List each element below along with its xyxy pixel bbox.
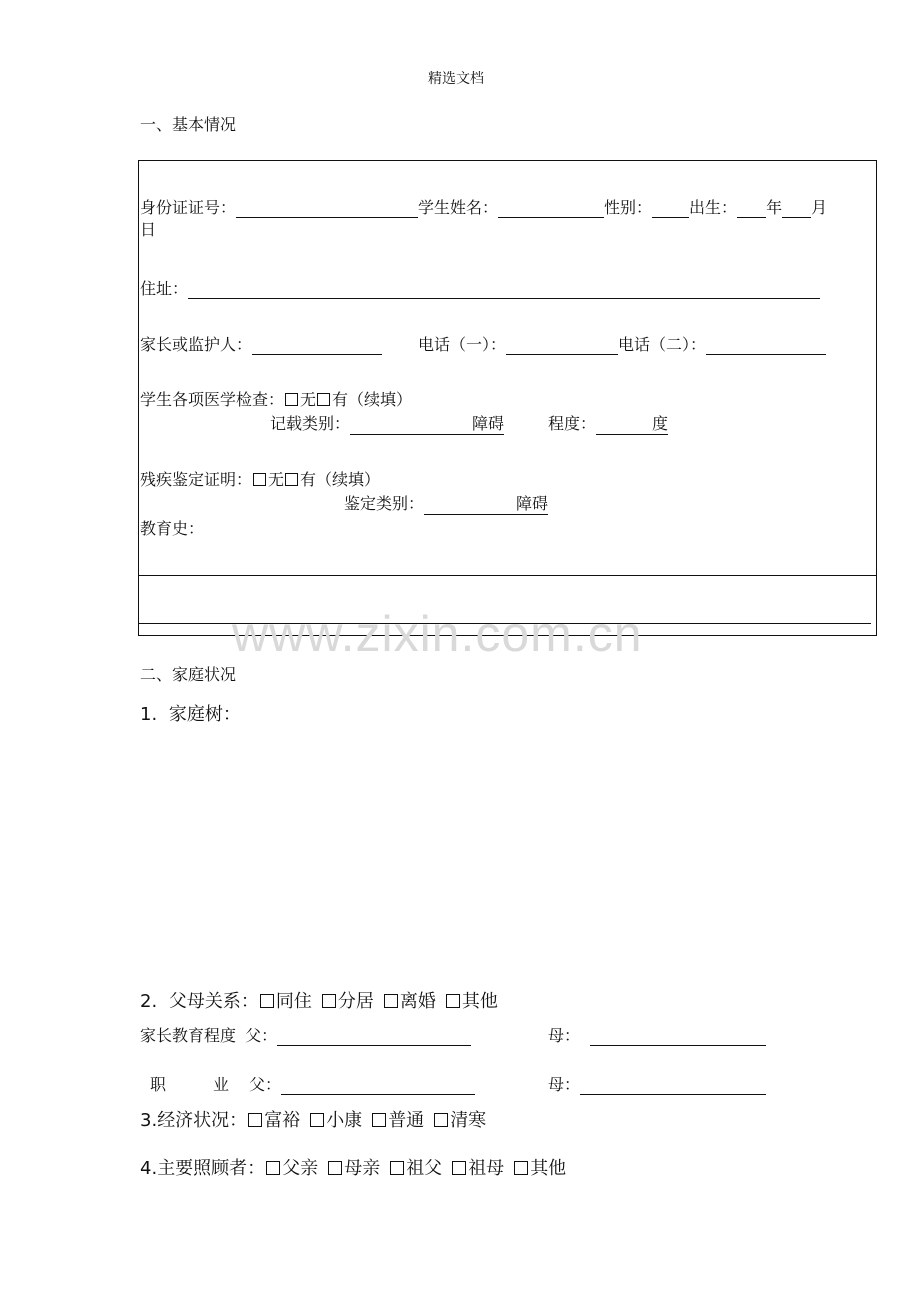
relation-option: 分居	[337, 991, 374, 1012]
edu-mother-row	[548, 1026, 766, 1046]
economy-option: 小康	[326, 1110, 363, 1131]
economy-option: 富裕	[264, 1110, 301, 1131]
family-tree-row	[140, 704, 241, 726]
assess-disorder-label: 障碍	[516, 494, 549, 513]
relation-option: 离婚	[399, 991, 436, 1012]
occupation-label-a: 职	[150, 1075, 167, 1094]
caregiver-option: 母亲	[344, 1158, 381, 1179]
family-tree-area[interactable]	[140, 735, 877, 975]
education-line-1[interactable]	[139, 575, 877, 576]
caregiver-grandfather-checkbox[interactable]	[390, 1161, 404, 1175]
page-header-title: 精选文档	[428, 71, 484, 87]
assess-type-field[interactable]	[424, 494, 548, 515]
relation-label: 父母关系：	[168, 991, 259, 1012]
economy-label: 经济状况：	[157, 1110, 248, 1131]
degree-row	[548, 414, 668, 435]
caregiver-option: 父亲	[282, 1158, 319, 1179]
medical-label: 学生各项医学检查：	[140, 390, 285, 409]
record-type-label: 记载类别：	[270, 414, 351, 433]
occupation-mother-field[interactable]	[580, 1077, 766, 1095]
parent-relation-row	[140, 991, 498, 1013]
relation-cohabit-checkbox[interactable]	[260, 994, 274, 1008]
degree-field[interactable]	[596, 414, 668, 435]
degree-unit: 度	[652, 414, 669, 433]
caregiver-option: 其他	[530, 1158, 567, 1179]
caregiver-num: 4.	[140, 1158, 158, 1179]
watermark-text: www.zixin.com.cn	[232, 606, 643, 662]
phone-row	[418, 335, 826, 355]
edu-father-label: 父：	[245, 1026, 278, 1045]
medical-none-label: 无	[300, 390, 317, 409]
economy-poor-checkbox[interactable]	[434, 1113, 448, 1127]
medical-none-checkbox[interactable]	[285, 393, 298, 406]
disability-none-label: 无	[268, 470, 285, 489]
edu-level-row	[140, 1026, 471, 1046]
record-type-field[interactable]	[350, 414, 504, 435]
address-label: 住址：	[140, 279, 189, 298]
education-label: 教育史：	[140, 519, 205, 538]
caregiver-father-checkbox[interactable]	[266, 1161, 280, 1175]
assess-type-label: 鉴定类别：	[344, 494, 425, 513]
section1-heading: 一、基本情况	[140, 115, 237, 134]
caregiver-label: 主要照顾者：	[157, 1158, 266, 1179]
name-label: 学生姓名：	[418, 198, 499, 217]
edu-father-field[interactable]	[277, 1028, 471, 1046]
id-row	[140, 198, 827, 218]
guardian-label: 家长或监护人：	[140, 335, 253, 354]
phone2-label: 电话（二）：	[618, 335, 707, 354]
edu-level-label: 家长教育程度	[140, 1026, 237, 1045]
id-field[interactable]	[236, 200, 418, 218]
economy-average-checkbox[interactable]	[372, 1113, 386, 1127]
disability-label: 残疾鉴定证明：	[140, 470, 253, 489]
relation-option: 其他	[461, 991, 498, 1012]
month-label: 月	[811, 198, 828, 217]
sex-field[interactable]	[652, 200, 689, 218]
address-field[interactable]	[188, 281, 820, 299]
id-label: 身份证证号：	[140, 198, 237, 217]
caregiver-row	[140, 1158, 566, 1180]
section2-heading: 二、家庭状况	[140, 665, 237, 684]
disability-has-label: 有（续填）	[300, 470, 381, 489]
disability-row	[140, 470, 380, 490]
caregiver-mother-checkbox[interactable]	[328, 1161, 342, 1175]
relation-num: 2.	[140, 991, 158, 1012]
medical-has-label: 有（续填）	[332, 390, 413, 409]
occupation-mother-label: 母：	[548, 1075, 581, 1094]
record-disorder-label: 障碍	[472, 414, 505, 433]
medical-row	[140, 390, 412, 410]
guardian-field[interactable]	[252, 337, 382, 355]
economy-num: 3.	[140, 1110, 158, 1131]
edu-mother-label: 母：	[548, 1026, 581, 1045]
occupation-row	[150, 1075, 475, 1095]
caregiver-option: 祖父	[406, 1158, 443, 1179]
phone1-label: 电话（一）：	[418, 335, 507, 354]
birth-label: 出生：	[689, 198, 738, 217]
caregiver-other-checkbox[interactable]	[514, 1161, 528, 1175]
address-row	[140, 279, 820, 299]
guardian-row	[140, 335, 382, 355]
family-tree-num: 1.	[140, 704, 158, 725]
edu-mother-field[interactable]	[590, 1028, 766, 1046]
relation-option: 同住	[275, 991, 312, 1012]
assess-row	[344, 494, 548, 515]
family-tree-label: 家庭树：	[168, 704, 241, 725]
birth-month-field[interactable]	[782, 200, 811, 218]
relation-other-checkbox[interactable]	[446, 994, 460, 1008]
birth-year-field[interactable]	[737, 200, 766, 218]
disability-has-checkbox[interactable]	[285, 473, 298, 486]
occupation-mother-row	[548, 1075, 766, 1095]
relation-separated-checkbox[interactable]	[322, 994, 336, 1008]
economy-row	[140, 1110, 486, 1132]
occupation-father-field[interactable]	[281, 1077, 475, 1095]
economy-rich-checkbox[interactable]	[248, 1113, 262, 1127]
degree-label: 程度：	[548, 414, 597, 433]
occupation-father-label: 父：	[249, 1075, 282, 1094]
economy-comfortable-checkbox[interactable]	[310, 1113, 324, 1127]
year-label: 年	[766, 198, 783, 217]
student-name-field[interactable]	[498, 200, 604, 218]
phone2-field[interactable]	[706, 337, 826, 355]
economy-option: 清寒	[450, 1110, 487, 1131]
caregiver-grandmother-checkbox[interactable]	[452, 1161, 466, 1175]
occupation-label-b: 业	[213, 1075, 230, 1094]
record-row	[270, 414, 504, 435]
economy-option: 普通	[388, 1110, 425, 1131]
sex-label: 性别：	[604, 198, 653, 217]
caregiver-option: 祖母	[468, 1158, 505, 1179]
disability-none-checkbox[interactable]	[253, 473, 266, 486]
day-label: 日	[140, 220, 157, 239]
phone1-field[interactable]	[506, 337, 618, 355]
relation-divorced-checkbox[interactable]	[384, 994, 398, 1008]
medical-has-checkbox[interactable]	[317, 393, 330, 406]
